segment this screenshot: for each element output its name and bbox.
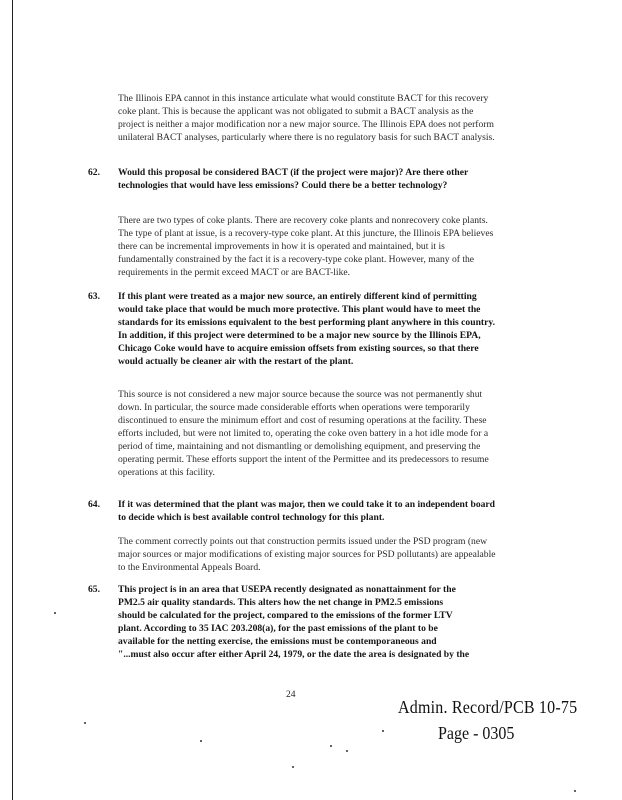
item-65-line: plant. According to 35 IAC 203.208(a), for the past emissions of the plant to be (118, 623, 438, 634)
item-65-line: should be calculated for the project, compared to the emissions of the former LTV (118, 610, 453, 621)
scan-speck (84, 722, 86, 724)
item-65-line: available for the netting exercise, the emissions must be contemporaneous and (118, 636, 437, 647)
scan-speck (382, 730, 384, 732)
intro-response: The Illinois EPA cannot in this instance articulate what would constitute BACT for this recovery coke plant. This is because the applicant was not obligated to submit a BACT analysis as the project is neither a major modification nor a new major source. The Illinois EPA does not perform unilateral BACT analyses, particularly where there is no regulatory basis for such BACT analysis. (118, 93, 495, 143)
item-65-question (118, 583, 518, 661)
item-63-number: 63. (88, 291, 100, 302)
scan-speck (54, 612, 56, 614)
item-65-line: PM2.5 air quality standards. This alters how the net change in PM2.5 emissions (118, 597, 444, 608)
scan-speck (330, 745, 332, 747)
scan-speck (346, 750, 348, 752)
scan-speck (292, 766, 294, 768)
item-63-response: This source is not considered a new major source because the source was not permanently shut down. In particular, the source made considerable efforts when operations were temporarily discontinued to ensure the minimum effort and cost of resuming operations at the facility. These efforts included, but were not limited to, operating the coke oven battery in a hot idle mode for a period of time, maintaining and not dismantling or demolishing equipment, and preserving the operating permit. These efforts support the intent of the Permittee and its predecessors to resume operations at this facility. (118, 389, 489, 478)
item-65-number: 65. (88, 584, 100, 595)
item-64-question: If it was determined that the plant was major, then we could take it to an independent board to decide which is best available control technology for this plant. (118, 499, 496, 523)
page-number: 24 (286, 690, 296, 700)
stamp-page-number: Page - 0305 (438, 724, 515, 744)
item-62-response: There are two types of coke plants. There are recovery coke plants and nonrecovery coke plants. The type of plant at issue, is a recovery-type coke plant. At this juncture, the Illinois EPA believes there can be incremental improvements in how it is operated and maintained, but it is fundamentally constrained by the fact it is a recovery-type coke plant. However, many of the requirements in the permit exceed MACT or are BACT-like. (118, 215, 494, 278)
scan-edge-line (12, 0, 13, 800)
item-65-line: This project is in an area that USEPA recently designated as nonattainment for the (118, 584, 456, 595)
item-64-response: The comment correctly points out that construction permits issued under the PSD program (new major sources or major modifications of existing major sources for PSD pollutants) are appealable to the Environmental Appeals Board. (118, 536, 496, 573)
item-64-number: 64. (88, 499, 100, 510)
item-63-question: If this plant were treated as a major new source, an entirely different kind of permitting would take place that would be much more protective. This plant would have to meet the standards for its emissions equivalent to the best performing plant anywhere in this country. In addition, if this project were determined to be a major new source by the Illinois EPA, Chicago Coke would have to acquire emission offsets from existing sources, so that there would actually be cleaner air with the restart of the plant. (118, 291, 496, 367)
item-65-line: "...must also occur after either April 24, 1979, or the date the area is designated by the (118, 649, 470, 660)
admin-record-stamp: Admin. Record/PCB 10-75 (398, 698, 578, 718)
item-62-number: 62. (88, 167, 100, 178)
item-62-question: Would this proposal be considered BACT (if the project were major)? Are there other technologies that would have less emissions? Could there be a better technology? (118, 167, 469, 191)
scan-speck (200, 740, 202, 742)
scan-speck (574, 790, 576, 792)
